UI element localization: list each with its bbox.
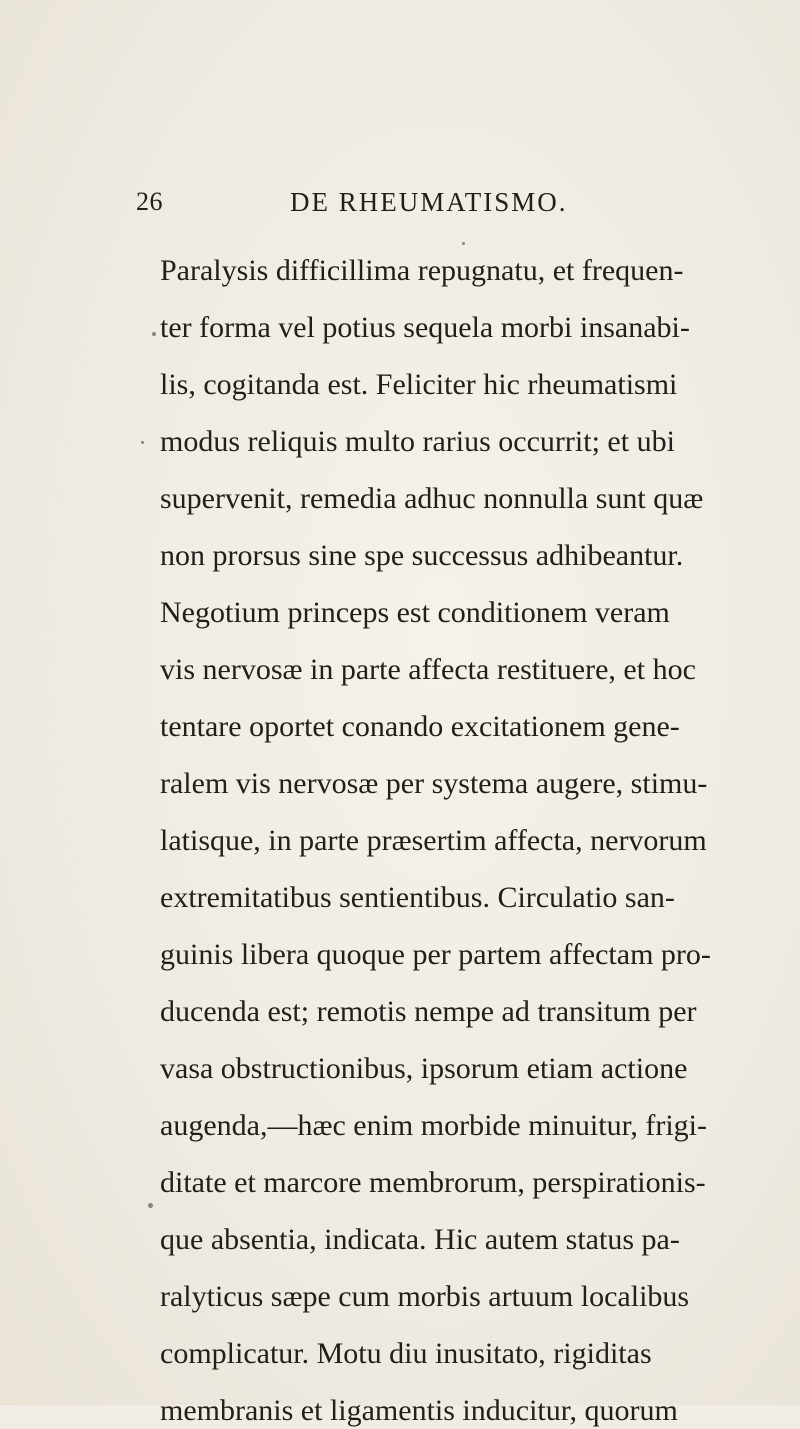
text-line: non prorsus sine spe successus adhibeantur. xyxy=(160,539,684,572)
text-line: ducenda est; remotis nempe ad transitum per xyxy=(160,995,697,1028)
paper-speck xyxy=(152,332,156,336)
text-line: modus reliquis multo rarius occurrit; et ubi xyxy=(160,425,675,458)
text-line: latisque, in parte præsertim affecta, nervorum xyxy=(160,824,707,857)
text-line: ralyticus sæpe cum morbis artuum localibus xyxy=(160,1280,690,1313)
text-line: Paralysis difficillima repugnatu, et frequen- xyxy=(160,254,684,287)
text-line: lis, cogitanda est. Feliciter hic rheumatismi xyxy=(160,368,678,401)
running-title: DE RHEUMATISMO. xyxy=(290,187,568,217)
text-line: complicatur. Motu diu inusitato, rigiditas xyxy=(160,1337,652,1370)
text-line: augenda,—hæc enim morbide minuitur, frigi- xyxy=(160,1109,708,1142)
paper-speck xyxy=(148,1203,153,1208)
text-line: extremitatibus sentientibus. Circulatio san- xyxy=(160,881,675,914)
paper-speck xyxy=(462,242,465,245)
text-line: tentare oportet conando excitationem gene- xyxy=(160,710,680,743)
text-line: guinis libera quoque per partem affectam pro- xyxy=(160,938,711,971)
text-line: vasa obstructionibus, ipsorum etiam actione xyxy=(160,1052,688,1085)
text-line: ditate et marcore membrorum, perspirationis- xyxy=(160,1166,706,1199)
page-number: 26 xyxy=(136,187,163,216)
text-line: membranis et ligamentis inducitur, quorum xyxy=(160,1394,678,1427)
paper-speck xyxy=(141,441,144,444)
page-header xyxy=(0,187,800,227)
text-line: ter forma vel potius sequela morbi insanabi- xyxy=(160,311,690,344)
text-line: ralem vis nervosæ per systema augere, stimu- xyxy=(160,767,708,800)
text-line: que absentia, indicata. Hic autem status pa- xyxy=(160,1223,680,1256)
text-line: vis nervosæ in parte affecta restituere, et hoc xyxy=(160,653,696,686)
text-line: Negotium princeps est conditionem veram xyxy=(160,596,670,629)
text-line: supervenit, remedia adhuc nonnulla sunt quæ xyxy=(160,482,704,515)
